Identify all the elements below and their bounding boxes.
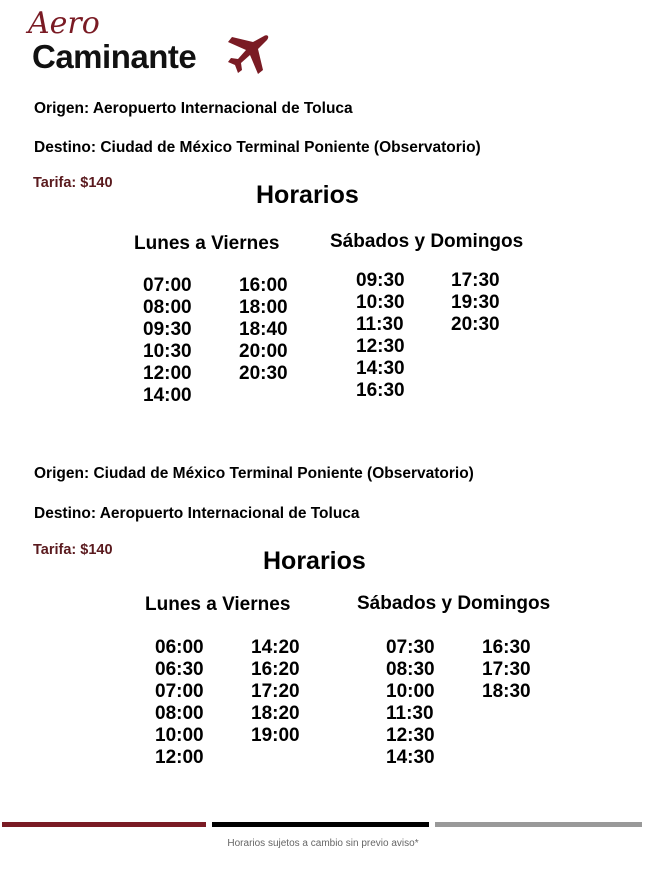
- time-slot: 08:00: [155, 703, 204, 724]
- time-slot: 10:00: [155, 725, 204, 746]
- destination-label: Destino:: [34, 505, 96, 522]
- time-slot: 07:00: [143, 275, 192, 296]
- destination-line: [34, 139, 481, 157]
- time-slot: 06:00: [155, 637, 204, 658]
- time-slot: 17:20: [251, 681, 300, 702]
- footer-bar-red: [2, 822, 206, 827]
- origin-label: Origen:: [34, 100, 90, 117]
- fare-value: : $140: [71, 175, 113, 191]
- time-slot: 17:30: [451, 270, 500, 291]
- logo-script-text: Aero: [28, 6, 100, 41]
- time-slot: 12:30: [356, 336, 405, 357]
- destination-value: Aeropuerto Internacional de Toluca: [99, 505, 360, 522]
- footer-bar-gray: [435, 822, 642, 827]
- footer-note: Horarios sujetos a cambio sin previo aviso*: [227, 838, 419, 849]
- time-slot: 07:30: [386, 637, 435, 658]
- weekday-title: Lunes a Viernes: [134, 233, 280, 254]
- time-slot: 20:00: [239, 341, 288, 362]
- schedule-heading: Horarios: [256, 181, 359, 209]
- weekend-times-col2: [451, 270, 500, 336]
- time-slot: 14:30: [356, 358, 405, 379]
- time-slot: 10:30: [143, 341, 192, 362]
- time-slot: 11:30: [386, 703, 434, 724]
- origin-value: Aeropuerto Internacional de Toluca: [92, 100, 353, 117]
- time-slot: 19:30: [451, 292, 500, 313]
- time-slot: 16:00: [239, 275, 288, 296]
- weekend-title: Sábados y Domingos: [357, 593, 551, 614]
- fare-line: [33, 175, 113, 191]
- time-slot: 16:30: [356, 380, 405, 401]
- weekend-times-col1: [386, 637, 435, 769]
- time-slot: 07:00: [155, 681, 204, 702]
- weekday-times-col1: [143, 275, 192, 407]
- time-slot: 12:30: [386, 725, 435, 746]
- time-slot: 20:30: [239, 363, 288, 384]
- time-slot: 09:30: [356, 270, 405, 291]
- time-slot: 16:30: [482, 637, 531, 658]
- time-slot: 18:40: [239, 319, 288, 340]
- time-slot: 18:30: [482, 681, 531, 702]
- destination-value: Ciudad de México Terminal Poniente (Observatorio): [100, 139, 481, 156]
- time-slot: 16:20: [251, 659, 300, 680]
- time-slot: 10:30: [356, 292, 405, 313]
- weekday-title: Lunes a Viernes: [145, 594, 291, 615]
- time-slot: 11:30: [356, 314, 404, 335]
- time-slot: 08:30: [386, 659, 435, 680]
- weekday-times-col2: [251, 637, 300, 747]
- time-slot: 10:00: [386, 681, 435, 702]
- airplane-icon: [224, 32, 270, 78]
- weekend-title: Sábados y Domingos: [330, 231, 524, 252]
- weekend-times-col2: [482, 637, 531, 703]
- time-slot: 18:00: [239, 297, 288, 318]
- fare-line: [33, 542, 113, 558]
- time-slot: 17:30: [482, 659, 531, 680]
- time-slot: 20:30: [451, 314, 500, 335]
- time-slot: 14:20: [251, 637, 300, 658]
- origin-line: [34, 465, 474, 483]
- weekday-times-col2: [239, 275, 288, 385]
- time-slot: 08:00: [143, 297, 192, 318]
- time-slot: 18:20: [251, 703, 300, 724]
- weekend-times-col1: [356, 270, 405, 402]
- time-slot: 12:00: [143, 363, 192, 384]
- footer-bar-black: [212, 822, 429, 827]
- destination-label: Destino:: [34, 139, 96, 156]
- time-slot: 14:30: [386, 747, 435, 768]
- destination-line: [34, 505, 360, 523]
- origin-value: Ciudad de México Terminal Poniente (Observatorio): [93, 465, 474, 482]
- time-slot: 12:00: [155, 747, 204, 768]
- fare-label: Tarifa: [33, 542, 72, 558]
- fare-value: : $140: [71, 542, 113, 558]
- time-slot: 19:00: [251, 725, 300, 746]
- weekday-times-col1: [155, 637, 204, 769]
- fare-label: Tarifa: [33, 175, 72, 191]
- time-slot: 09:30: [143, 319, 192, 340]
- time-slot: 06:30: [155, 659, 204, 680]
- origin-label: Origen:: [34, 465, 90, 482]
- schedule-heading: Horarios: [263, 547, 366, 575]
- logo-name-text: Caminante: [32, 38, 197, 75]
- origin-line: [34, 100, 353, 118]
- time-slot: 14:00: [143, 385, 192, 406]
